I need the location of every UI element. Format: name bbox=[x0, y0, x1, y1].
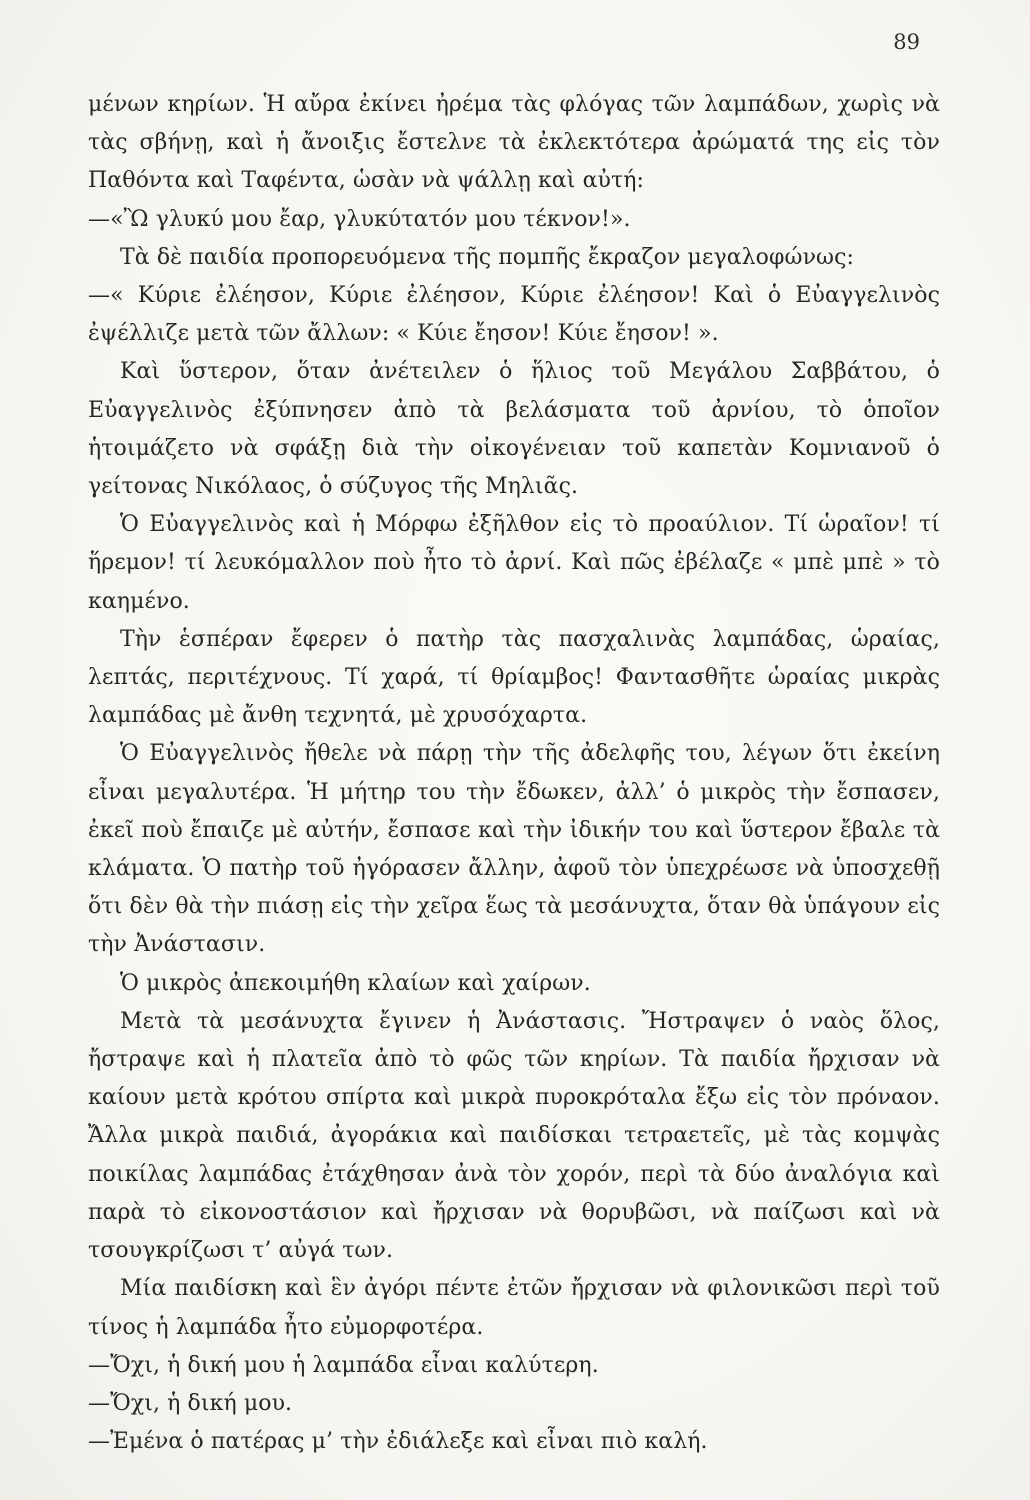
paragraph: Μία παιδίσκη καὶ ἓν ἀγόρι πέντε ἐτῶν ἤρχισαν νὰ φιλονικῶσι περὶ τοῦ τίνος ἡ λαμπάδα ἦτο εὐμορφοτέρα. bbox=[88, 1276, 940, 1340]
paragraph: Τὰ δὲ παιδία προπορευόμενα τῆς πομπῆς ἔκραζον μεγαλοφώνως: bbox=[120, 244, 855, 270]
dialogue-line: —Ὄχι, ἡ δική μου. bbox=[88, 1390, 293, 1416]
dialogue-line: —Ὄχι, ἡ δική μου ἡ λαμπάδα εἶναι καλύτερη. bbox=[88, 1352, 599, 1378]
paragraph: Καὶ ὕστερον, ὅταν ἀνέτειλεν ὁ ἥλιος τοῦ Μεγάλου Σαββάτου, ὁ Εὐαγγελινὸς ἐξύπνησεν ἀπὸ τὰ βελάσματα τοῦ ἀρνίου, τὸ ὁποῖον ἡτοιμάζετο νὰ σφάξῃ διὰ τὴν οἰκογένειαν τοῦ καπετὰν Κομνιανοῦ ὁ γείτονας Νικόλαος, ὁ σύζυγος τῆς Μηλιᾶς. bbox=[88, 359, 940, 500]
body-text bbox=[88, 86, 940, 1461]
paragraph: Ὁ Εὐαγγελινὸς ἤθελε νὰ πάρῃ τὴν τῆς ἀδελφῆς του, λέγων ὅτι ἐκείνη εἶναι μεγαλυτέρα. Ἡ μήτηρ του τὴν ἔδωκεν, ἀλλ’ ὁ μικρὸς τὴν ἔσπασεν, ἐκεῖ ποὺ ἔπαιζε μὲ αὐτήν, ἔσπασε καὶ τὴν ἰδικήν του καὶ ὕστερον ἔβαλε τὰ κλάματα. Ὁ πατὴρ τοῦ ἠγόρασεν ἄλλην, ἀφοῦ τὸν ὑπεχρέωσε νὰ ὑποσχεθῇ ὅτι δὲν θὰ τὴν πιάσῃ εἰς τὴν χεῖρα ἕως τὰ μεσάνυχτα, ὅταν θὰ ὑπάγουν εἰς τὴν Ἀνάστασιν. bbox=[88, 741, 940, 958]
paragraph: Ὁ μικρὸς ἀπεκοιμήθη κλαίων καὶ χαίρων. bbox=[120, 970, 591, 996]
dialogue-line: —«Ὢ γλυκύ μου ἔαρ, γλυκύτατόν μου τέκνον!». bbox=[88, 206, 631, 232]
paragraph: Ὁ Εὐαγγελινὸς καὶ ἡ Μόρφω ἐξῆλθον εἰς τὸ προαύλιον. Τί ὡραῖον! τί ἥρεμον! τί λευκόμαλλον ποὺ ἦτο τὸ ἀρνί. Καὶ πῶς ἐβέλαζε « μπὲ μπὲ » τὸ καημένο. bbox=[88, 512, 940, 614]
paragraph: Μετὰ τὰ μεσάνυχτα ἔγινεν ἡ Ἀνάστασις. Ἤστραψεν ὁ ναὸς ὅλος, ἤστραψε καὶ ἡ πλατεῖα ἀπὸ τὸ φῶς τῶν κηρίων. Τὰ παιδία ἤρχισαν νὰ καίουν μετὰ κρότου σπίρτα καὶ μικρὰ πυροκρόταλα ἔξω εἰς τὸν πρόναον. Ἄλλα μικρὰ παιδιά, ἀγοράκια καὶ παιδίσκαι τετραετεῖς, μὲ τὰς κομψὰς ποικίλας λαμπάδας ἐτάχθησαν ἀνὰ τὸν χορόν, περὶ τὰ δύο ἀναλόγια καὶ παρὰ τὸ εἰκονοστάσιον καὶ ἤρχισαν νὰ θορυβῶσι, νὰ παίζωσι καὶ νὰ τσουγκρίζωσι τ’ αὐγά των. bbox=[88, 1008, 940, 1264]
dialogue-line: —« Κύριε ἐλέησον, Κύριε ἐλέησον, Κύριε ἐλέησον! Καὶ ὁ Εὐαγγελινὸς ἐψέλλιζε μετὰ τῶν ἄλλων: « Κύιε ἔησον! Κύιε ἔησον! ». bbox=[88, 283, 940, 347]
page-number: 89 bbox=[893, 30, 920, 54]
dialogue-line: —Ἐμένα ὁ πατέρας μ’ τὴν ἐδιάλεξε καὶ εἶναι πιὸ καλή. bbox=[88, 1429, 708, 1455]
paragraph: μένων κηρίων. Ἡ αὔρα ἐκίνει ἠρέμα τὰς φλόγας τῶν λαμπάδων, χωρὶς νὰ τὰς σβήνῃ, καὶ ἡ ἄνοιξις ἔστελνε τὰ ἐκλεκτότερα ἀρώματά της εἰς τὸν Παθόντα καὶ Ταφέντα, ὡσὰν νὰ ψάλλῃ καὶ αὐτή: bbox=[88, 92, 940, 194]
paragraph: Τὴν ἑσπέραν ἔφερεν ὁ πατὴρ τὰς πασχαλινὰς λαμπάδας, ὡραίας, λεπτάς, περιτέχνους. Τί χαρά, τί θρίαμβος! Φαντασθῆτε ὡραίας μικρὰς λαμπάδας μὲ ἄνθη τεχνητά, μὲ χρυσόχαρτα. bbox=[88, 626, 940, 729]
